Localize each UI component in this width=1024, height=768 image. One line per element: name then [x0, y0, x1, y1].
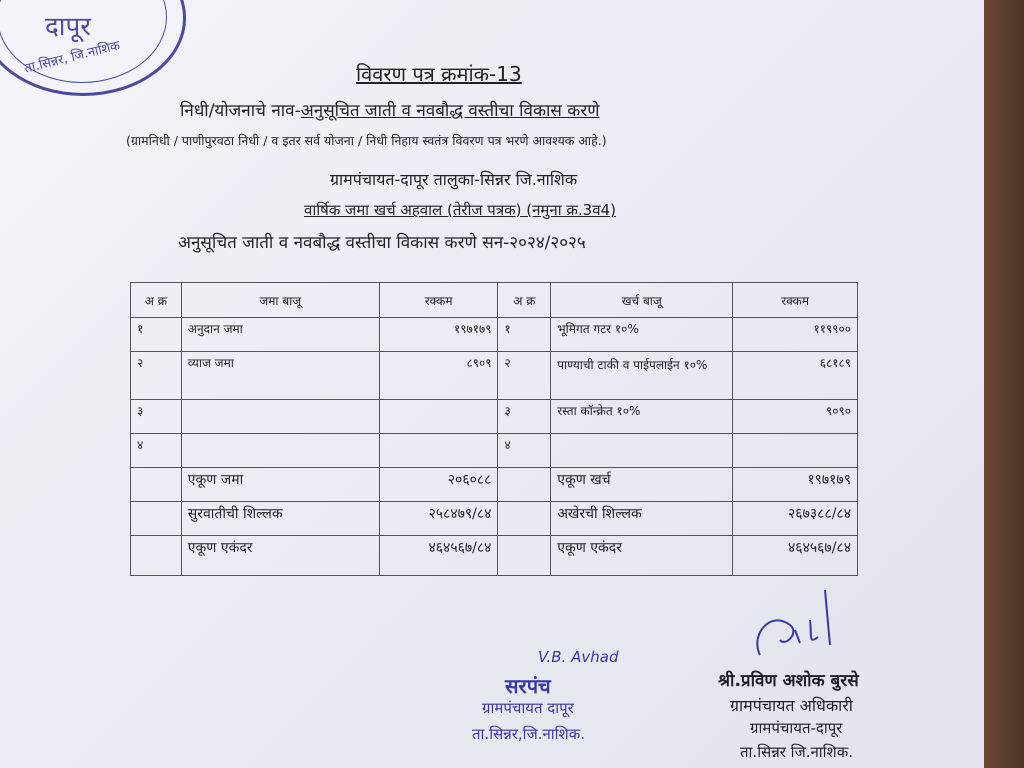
table-cell: एकूण एकंदर: [551, 536, 733, 576]
table-cell: एकूण खर्च: [551, 468, 733, 502]
table-cell: पाण्याची टाकी व पाईपलाईन १०%: [551, 352, 733, 400]
background-surface: [984, 0, 1024, 768]
column-header: रक्कम: [733, 283, 858, 318]
table-cell: एकूण एकंदर: [181, 536, 379, 576]
table-row: [131, 400, 858, 434]
table-cell: [181, 400, 379, 434]
ledger-table: [130, 282, 858, 576]
table-cell: [551, 434, 733, 468]
table-cell: ३: [131, 400, 182, 434]
table-cell: २: [498, 352, 551, 400]
table-cell: १: [498, 318, 551, 352]
table-row: [131, 434, 858, 468]
table-cell: ३: [498, 400, 551, 434]
table-total-row: [131, 468, 858, 502]
table-cell: १९७१७९: [733, 468, 858, 502]
table-cell: [131, 468, 182, 502]
table-cell: सुरवातीची शिल्लक: [181, 502, 379, 536]
officer-office: ग्रामपंचायत-दापूर: [750, 719, 843, 737]
seal-place: ता.सिन्नर, जि.नाशिक: [23, 38, 122, 77]
table-cell: रस्ता कॉन्क्रेत १०%: [551, 400, 733, 434]
column-header: अ क्र: [131, 283, 182, 318]
table-cell: व्याज जमा: [181, 352, 379, 400]
officer-signature-scribble: [740, 585, 860, 670]
table-cell: [498, 536, 551, 576]
table-cell: ११९९००: [733, 318, 858, 352]
table-cell: अखेरची शिल्लक: [551, 502, 733, 536]
sarpanch-title: सरपंच: [505, 674, 551, 698]
column-header: रक्कम: [379, 283, 498, 318]
scheme-prefix: निधी/योजनाचे नाव-: [180, 101, 301, 121]
table-row: [131, 318, 858, 352]
table-cell: ८९०९: [379, 352, 498, 400]
scheme-name: अनुसूचित जाती व नवबौद्ध वस्तीचा विकास करणे: [300, 101, 600, 121]
report-subtitle: अनुसूचित जाती व नवबौद्ध वस्तीचा विकास करणे सन-२०२४/२०२५: [178, 233, 586, 253]
sarpanch-place: ता.सिन्नर,जि.नाशिक.: [472, 725, 586, 743]
table-cell: [733, 434, 858, 468]
column-header: अ क्र: [498, 283, 551, 318]
instruction-note: (ग्रामनिधी / पाणीपुरवठा निधी / व इतर सर्व योजना / निधी निहाय स्वतंत्र विवरण पत्र भरणे आवश्यक आहे.): [126, 133, 607, 148]
column-header: जमा बाजू: [181, 283, 379, 318]
table-cell: [379, 400, 498, 434]
report-title: वार्षिक जमा खर्च अहवाल (तेरीज पत्रक) (नमुना क्र.3व4): [304, 201, 616, 219]
sarpanch-handwritten-signature: V.B. Avhad: [538, 648, 619, 666]
table-cell: [379, 434, 498, 468]
table-cell: [498, 502, 551, 536]
statement-title: विवरण पत्र क्रमांक-13: [356, 62, 522, 86]
table-cell: [498, 468, 551, 502]
table-cell: २: [131, 352, 182, 400]
table-cell: [131, 536, 182, 576]
column-header: खर्च बाजू: [551, 283, 733, 318]
table-cell: २६७३८८/८४: [733, 502, 858, 536]
table-cell: ४६४५६७/८४: [733, 536, 858, 576]
sarpanch-office: ग्रामपंचायत दापूर: [482, 699, 574, 717]
table-total-row: [131, 502, 858, 536]
table-cell: ४: [131, 434, 182, 468]
seal-name: दापूर: [45, 12, 91, 42]
table-cell: अनुदान जमा: [181, 318, 379, 352]
table-cell: [131, 502, 182, 536]
table-header-row: [131, 283, 858, 318]
table-cell: ४६४५६७/८४: [379, 536, 498, 576]
table-total-row: [131, 536, 858, 576]
table-cell: १: [131, 318, 182, 352]
table-cell: २०६०८८: [379, 468, 498, 502]
table-cell: १९७१७९: [379, 318, 498, 352]
table-cell: एकूण जमा: [181, 468, 379, 502]
officer-title: ग्रामपंचायत अधिकारी: [730, 696, 853, 715]
officer-place: ता.सिन्नर जि.नाशिक.: [740, 743, 854, 761]
table-cell: [181, 434, 379, 468]
scheme-line: [180, 98, 600, 121]
table-cell: ६८१८९: [733, 352, 858, 400]
table-cell: ९०९०: [733, 400, 858, 434]
table-cell: भूमिगत गटर १०%: [551, 318, 733, 352]
table-row: [131, 352, 858, 400]
officer-name: श्री.प्रविण अशोक बुरसे: [718, 671, 859, 691]
office-line: ग्रामपंचायत-दापूर तालुका-सिन्नर जि.नाशिक: [330, 170, 578, 189]
table-cell: २५८४७९/८४: [379, 502, 498, 536]
table-cell: ४: [498, 434, 551, 468]
